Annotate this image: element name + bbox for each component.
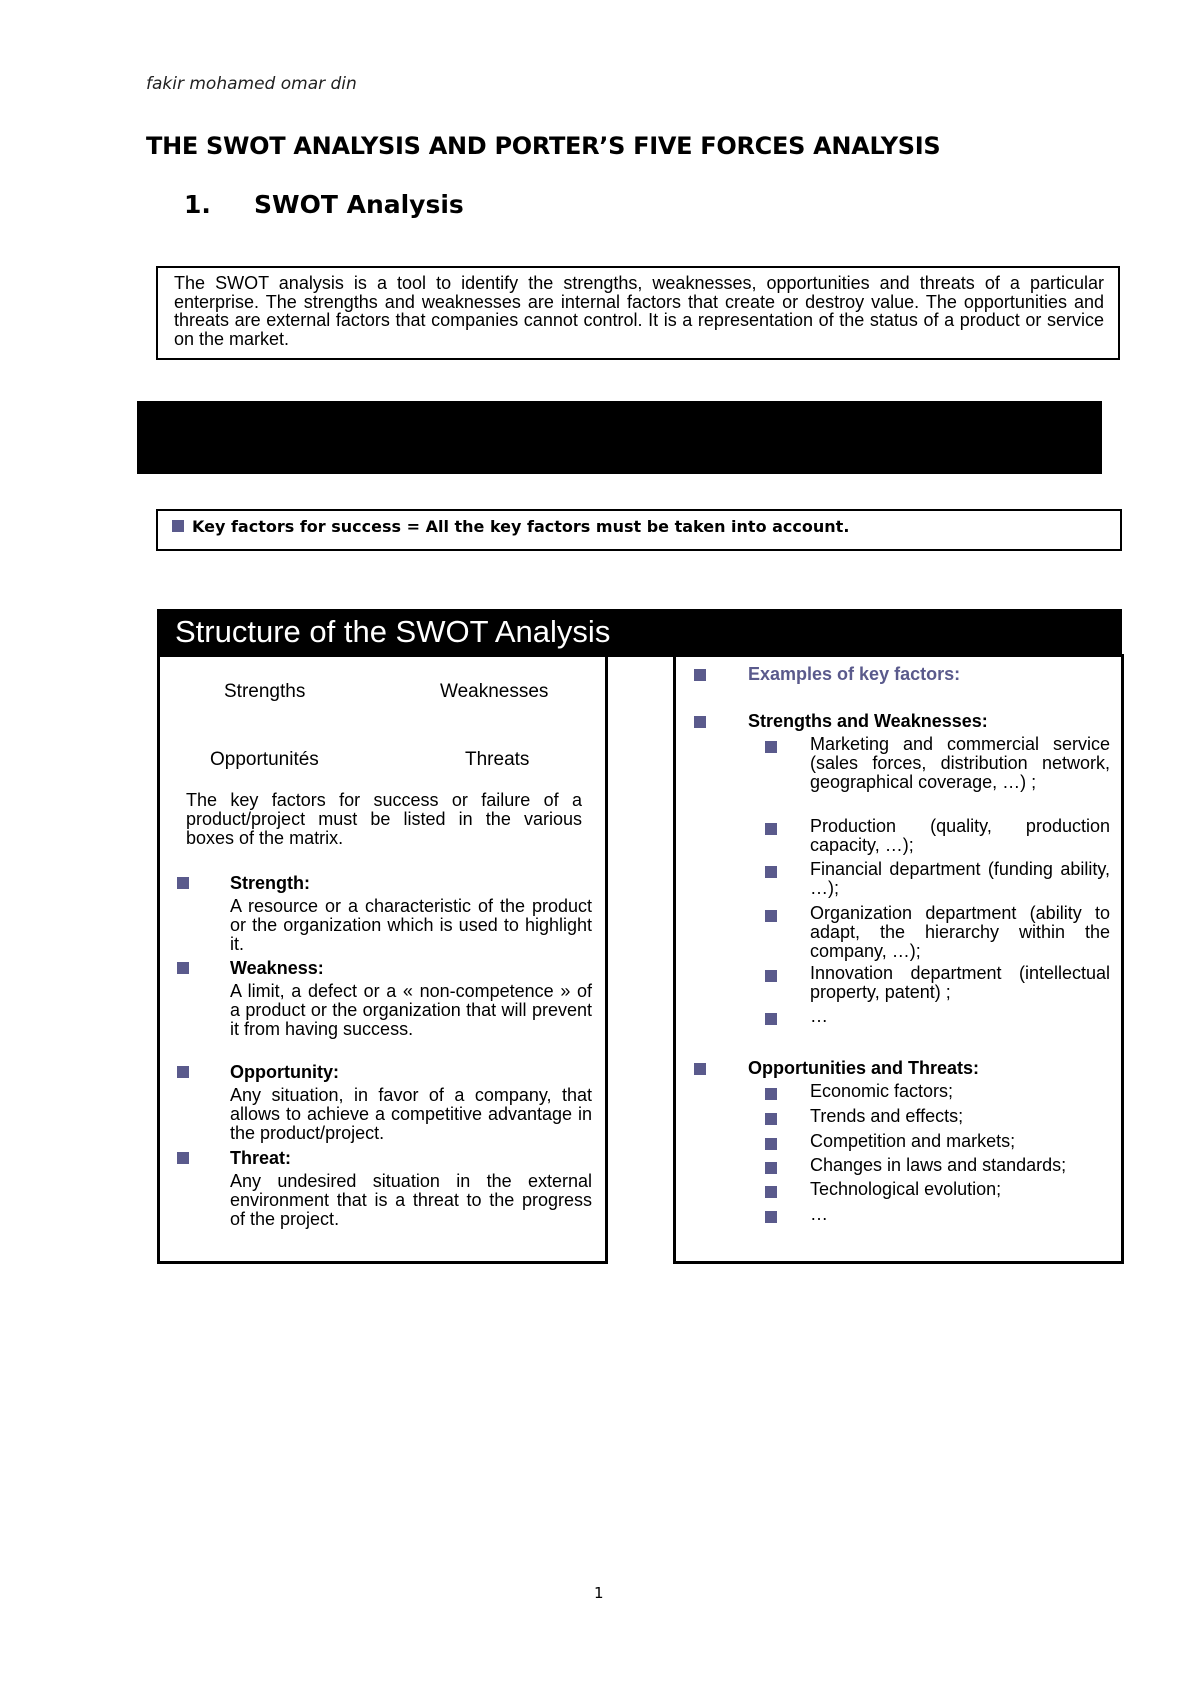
square-bullet-icon (765, 1013, 777, 1025)
sw-item: Organization department (ability to adapt, the hierarchy within the company, …); (810, 903, 1110, 961)
black-banner (137, 401, 1102, 474)
square-bullet-icon (765, 823, 777, 835)
sw-item: Financial department (funding ability, …); (810, 859, 1110, 898)
square-bullet-icon (765, 866, 777, 878)
ot-item: Competition and markets; (810, 1131, 1016, 1151)
square-bullet-icon (172, 520, 184, 532)
matrix-strengths: Strengths (224, 681, 306, 702)
square-bullet-icon (177, 877, 189, 889)
definition-term: Weakness: (230, 958, 324, 978)
square-bullet-icon (765, 970, 777, 982)
ot-item: Technological evolution; (810, 1179, 1002, 1199)
definition-text: Any situation, in favor of a company, that allows to achieve a competitive advantage in the product/project. (230, 1085, 592, 1143)
intro-box (156, 266, 1120, 360)
matrix-opportunities: Opportunités (210, 749, 319, 770)
definition-text: A limit, a defect or a « non-competence » of a product or the organization that will prevent it from having success. (230, 981, 592, 1039)
sw-item: … (810, 1006, 828, 1026)
definition-term: Threat: (230, 1148, 292, 1168)
square-bullet-icon (765, 1113, 777, 1125)
square-bullet-icon (694, 669, 706, 681)
sw-item: Marketing and commercial service (sales forces, distribution network, geographical coverage, …) ; (810, 734, 1110, 792)
ot-heading: Opportunities and Threats: (748, 1058, 980, 1078)
document-title: THE SWOT ANALYSIS AND PORTER’S FIVE FORCES ANALYSIS (146, 132, 941, 160)
definition-text: Any undesired situation in the external environment that is a threat to the progress of the project. (230, 1171, 592, 1229)
definition-term: Opportunity: (230, 1062, 339, 1082)
structure-header (157, 609, 1122, 657)
matrix-weaknesses: Weaknesses (440, 681, 549, 702)
matrix-note: The key factors for success or failure of a product/project must be listed in the various boxes of the matrix. (186, 790, 582, 848)
key-factors-text: Key factors for success = All the key factors must be taken into account. (192, 517, 850, 536)
square-bullet-icon (694, 1063, 706, 1075)
square-bullet-icon (765, 1211, 777, 1223)
page-number: 1 (594, 1584, 604, 1602)
square-bullet-icon (177, 1152, 189, 1164)
section-number: 1. (184, 190, 211, 219)
square-bullet-icon (765, 1162, 777, 1174)
square-bullet-icon (765, 1138, 777, 1150)
sw-item: Innovation department (intellectual property, patent) ; (810, 963, 1110, 1002)
square-bullet-icon (177, 962, 189, 974)
sw-item: Production (quality, production capacity, …); (810, 816, 1110, 855)
square-bullet-icon (765, 1186, 777, 1198)
ot-item: Economic factors; (810, 1081, 954, 1101)
key-factors-box (156, 509, 1122, 551)
square-bullet-icon (177, 1066, 189, 1078)
examples-heading: Examples of key factors: (748, 664, 961, 684)
structure-title: Structure of the SWOT Analysis (175, 614, 611, 649)
author-name: fakir mohamed omar din (146, 74, 357, 94)
ot-item: Trends and effects; (810, 1106, 964, 1126)
ot-item: … (810, 1204, 828, 1224)
square-bullet-icon (694, 716, 706, 728)
sw-heading: Strengths and Weaknesses: (748, 711, 988, 731)
section-title: SWOT Analysis (254, 190, 464, 219)
matrix-threats: Threats (465, 749, 530, 770)
ot-item: Changes in laws and standards; (810, 1155, 1067, 1175)
definition-text: A resource or a characteristic of the product or the organization which is used to highlight it. (230, 896, 592, 954)
square-bullet-icon (765, 741, 777, 753)
intro-text: The SWOT analysis is a tool to identify the strengths, weaknesses, opportunities and threats of a particular enterprise. The strengths and weaknesses are internal factors that create or destroy value. The opportunities and threats are external factors that companies cannot control. It is a representation of the status of a product or service on the market. (174, 273, 1104, 349)
definition-term: Strength: (230, 873, 310, 893)
square-bullet-icon (765, 1088, 777, 1100)
square-bullet-icon (765, 910, 777, 922)
